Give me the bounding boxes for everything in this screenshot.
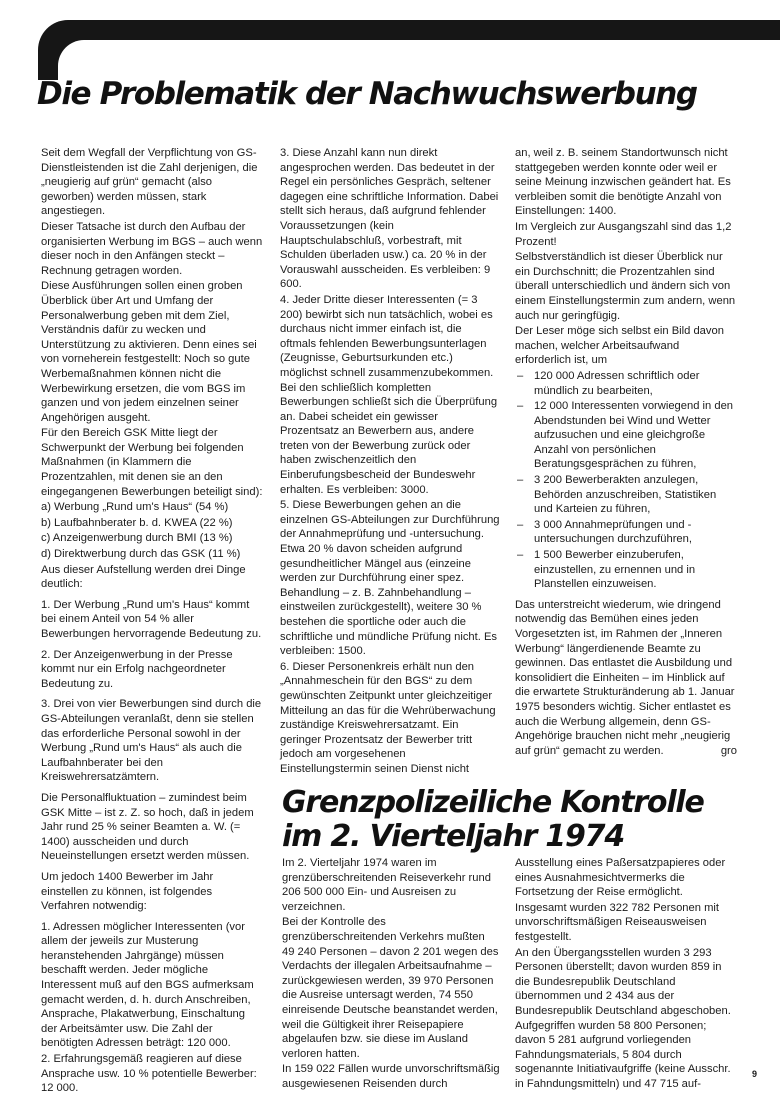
paragraph: Der Leser möge sich selbst ein Bild davon machen, welcher Arbeitsaufwand erforderlich ist, um (515, 325, 724, 367)
list-line: a) Werbung „Rund um's Haus“ (54 %) (41, 501, 229, 514)
list-item: – 3 200 Bewerberakten anzulegen, Behörden anzuschreiben, Statistiken und Karteien zu führen, (515, 473, 737, 517)
list-item: – 1 500 Bewerber einzuberufen, einzustellen, zu ernennen und in Planstellen einzuweisen. (515, 548, 737, 592)
paragraph: Diese Ausführungen sollen einen groben Überblick über Art und Umfang der Personalwerbung geben mit dem Ziel, Verständnis dafür zu wecken und Unterstützung zu aktivieren. Denn eines sei von vorneherein festgestellt: Noch so gute Werbemaßnahmen können nicht die Werbewirkung ersetzen, die vom BGS im ganzen und von jedem einzelnen seiner Angehörigen ausgeht. (41, 280, 257, 424)
effort-list (515, 369, 737, 592)
paragraph: 4. Jeder Dritte dieser Interessenten (= 3 200) bewirbt sich nun tatsächlich, wobei es durchaus nicht immer einfach ist, die oftmals fehlenden Bewerbungsunterlagen (Zeugnisse, Geburtsurkunden etc.) möglichst schnell zusammenzubekommen. Bei den schließlich kompletten Bewerbungen schließt sich die Überprüfung an. Dabei scheidet ein gewisser Prozentsatz an Bewerbern aus, andere treten von der Bewerbung zurück oder haben zwischenzeitlich den Einberufungsbescheid der Bundeswehr erhalten. Es verbleiben: 3000. (280, 293, 498, 496)
article-title-2 (282, 786, 704, 854)
paragraph: Um jedoch 1400 Bewerber im Jahr einstellen zu können, ist folgendes Verfahren notwendig: (41, 870, 214, 913)
article2-column-2 (515, 856, 737, 1093)
paragraph: In 159 022 Fällen wurde unvorschriftsmäßig ausgewiesenen Reisenden durch (282, 1063, 500, 1090)
article-title: Die Problematik der Nachwuchswerbung (37, 76, 697, 112)
paragraph: 2. Erfahrungsgemäß reagieren auf diese Ansprache usw. 10 % potentielle Bewerber: 12 000. (41, 1053, 257, 1095)
paragraph: Ausstellung eines Paßersatzpapieres oder eines Ausnahmesichtvermerks die Fortsetzung der Reise ermöglicht. (515, 857, 726, 899)
list-item: – 12 000 Interessenten vorwiegend in den Abendstunden bei Wind und Wetter aufzusuchen und eine gleichgroße Anzahl von persönlichen Beratungsgesprächen zu führen, (515, 399, 737, 472)
paragraph: Insgesamt wurden 322 782 Personen mit unvorschriftsmäßigen Reiseausweisen festgestellt. (515, 901, 719, 943)
list-line: b) Laufbahnberater b. d. KWEA (22 %) (41, 516, 233, 529)
paragraph: Im Vergleich zur Ausgangszahl sind das 1,2 Prozent! (515, 220, 732, 248)
title-line-2: im 2. Vierteljahr 1974 (282, 819, 625, 854)
list-item: – 120 000 Adressen schriftlich oder mündlich zu bearbeiten, (515, 369, 737, 398)
paragraph: An den Übergangsstellen wurden 3 293 Personen überstellt; davon wurden 859 in die Bundesrepublik Deutschland übernommen und 2 434 aus der Bundesrepublik Deutschland abgeschoben. Aufgegriffen wurden 58 800 Personen; davon 5 281 aufgrund vorliegenden Fahndungsmaterials, 5 804 durch sogenannte Initiativaufgriffe (keine Ausschr. in Fahndungsmitteln) und 47 715 auf- (515, 946, 731, 1090)
paragraph: 1. Adressen möglicher Interessenten (vor allem der jeweils zur Musterung heranstehenden Jahrgänge) müssen beschafft werden. Jeder mögliche Interessent muß auf den BGS aufmerksam gemacht werden, d. h. durch Anschreiben, Ansprache, Plakatwerbung, Einschaltung der Arbeitsämter usw. Die Zahl der benötigten Adressen beträgt: 120 000. (41, 920, 254, 1050)
paragraph (515, 598, 737, 759)
title-line-1: Grenzpolizeiliche Kontrolle (282, 785, 704, 820)
list-line: c) Anzeigenwerbung durch BMI (13 %) (41, 532, 233, 545)
list-line: d) Direktwerbung durch das GSK (11 %) (41, 548, 241, 561)
article-column-3 (515, 146, 737, 759)
article-column-1 (41, 146, 263, 1097)
closing-text: Das unterstreicht wiederum, wie dringend notwendig das Bemühen eines jeden Vorgesetzten ist, im Rahmen der „Inneren Werbung“ längerdienende Beamte zu gewinnen. Das entlastet die Ausbildung und konsolidiert die Einheiten – im Hinblick auf die erwartete Strukturänderung ab 1. Januar 1975 besonders wichtig. Sicher entlastet es auch die Werbung allgemein, denn GS-Angehörige brauchen nicht mehr „neugierig auf grün“ gemacht zu werden. (515, 598, 735, 757)
list-item: – 3 000 Annahmeprüfungen und -untersuchungen durchzuführen, (515, 518, 737, 547)
paragraph: Seit dem Wegfall der Verpflichtung von GS-Dienstleistenden ist die Zahl derjenigen, die „neugierig auf grün“ gemacht (also geworben) werden müssen, stark angestiegen. (41, 147, 258, 218)
page-number: 9 (752, 1069, 758, 1079)
article-column-2 (280, 146, 500, 778)
paragraph: 3. Drei von vier Bewerbungen sind durch die GS-Abteilungen veranlaßt, denn sie stellen das erforderliche Personal sowohl in der Werbung „Rund um's Haus“ als auch die Laufbahnberater bei den Kreiswehrersatzämtern. (41, 698, 262, 784)
paragraph: 2. Der Anzeigenwerbung in der Presse kommt nur ein Erfolg nachgeordneter Bedeutung zu. (41, 648, 233, 690)
paragraph: Für den Bereich GSK Mitte liegt der Schwerpunkt der Werbung bei folgenden Maßnahmen (in Klammern die Prozentzahlen, mit denen sie an den eingegangenen Bewerbungen beteiligt sind): (41, 427, 263, 498)
paragraph: 3. Diese Anzahl kann nun direkt angesprochen werden. Das bedeutet in der Regel ein persönliches Gespräch, seltener dagegen eine schriftliche Information. Dabei stellt sich heraus, daß aufgrund fehlender Voraussetzungen (kein Hauptschulabschluß, vorbestraft, mit Schulden überladen usw.) ca. 20 % in der Vorauswahl ausscheiden. Es verbleiben: 9 600. (280, 147, 499, 291)
paragraph: Bei der Kontrolle des grenzüberschreitenden Verkehrs mußten 49 240 Personen – davon 2 201 wegen des Verdachts der illegalen Arbeitsaufnahme – zurückgewiesen werden, 39 970 Personen die Ausreise untersagt werden, 74 550 einreisende Deutsche beanstandet werden, weil die Gültigkeit ihrer Reisepapiere abgelaufen bzw. sie diese im Ausland verloren hatten. (282, 916, 499, 1060)
article2-column-1 (282, 856, 500, 1093)
paragraph: Selbstverständlich ist dieser Überblick nur ein Durchschnitt; die Prozentzahlen sind überall unterschiedlich und ändern sich von einem Einstellungstermin zum andern, wenn auch nur geringfügig. (515, 251, 736, 322)
paragraph: Aus dieser Aufstellung werden drei Dinge deutlich: (41, 563, 246, 591)
paragraph: Die Personalfluktuation – zumindest beim GSK Mitte – ist z. Z. so hoch, daß in jedem Jahr rund 25 % seiner Beamten a. W. (= 1400) ausscheiden und durch Neueinstellungen ersetzt werden müssen. (41, 791, 254, 863)
paragraph: an, weil z. B. seinem Standortwunsch nicht stattgegeben werden konnte oder weil er seine Meinung inzwischen geändert hat. Es verbleiben somit die benötigte Anzahl von Einstellungen: 1400. (515, 147, 731, 218)
paragraph: 5. Diese Bewerbungen gehen an die einzelnen GS-Abteilungen zur Durchführung der Annahmeprüfung und -untersuchung. Etwa 20 % davon scheiden aufgrund gesundheitlicher Mängel aus (einzeine werden zur Durchführung einer spez. Behandlung – z. B. Zahnbehandlung – einstweilen zurückgestellt), weitere 30 % bestehen die sportliche oder auch die schriftliche und mündliche Prüfung nicht. Es verbleiben: 1500. (280, 499, 500, 658)
author-signature: gro (720, 744, 737, 757)
paragraph: Im 2. Vierteljahr 1974 waren im grenzüberschreitenden Reiseverkehr rund 206 500 000 Ein- und Ausreisen zu verzeichnen. (282, 857, 491, 913)
paragraph: 6. Dieser Personenkreis erhält nun den „Annahmeschein für den BGS“ zu dem gewünschten Zeitpunkt unter gleichzeitiger Mitteilung an das für die Wehrüberwachung zuständige Kreiswehrersatzamt. Ein geringer Prozentsatz der Bewerber tritt jedoch am vorgesehenen Einstellungstermin seinen Dienst nicht (280, 660, 496, 775)
paragraph: Dieser Tatsache ist durch den Aufbau der organisierten Werbung im BGS – auch wenn dieser noch in den Anfängen steckt – Rechnung getragen worden. (41, 220, 263, 277)
paragraph: 1. Der Werbung „Rund um's Haus“ kommt bei einem Anteil von 54 % aller Bewerbungen hervorragende Bedeutung zu. (41, 598, 262, 640)
